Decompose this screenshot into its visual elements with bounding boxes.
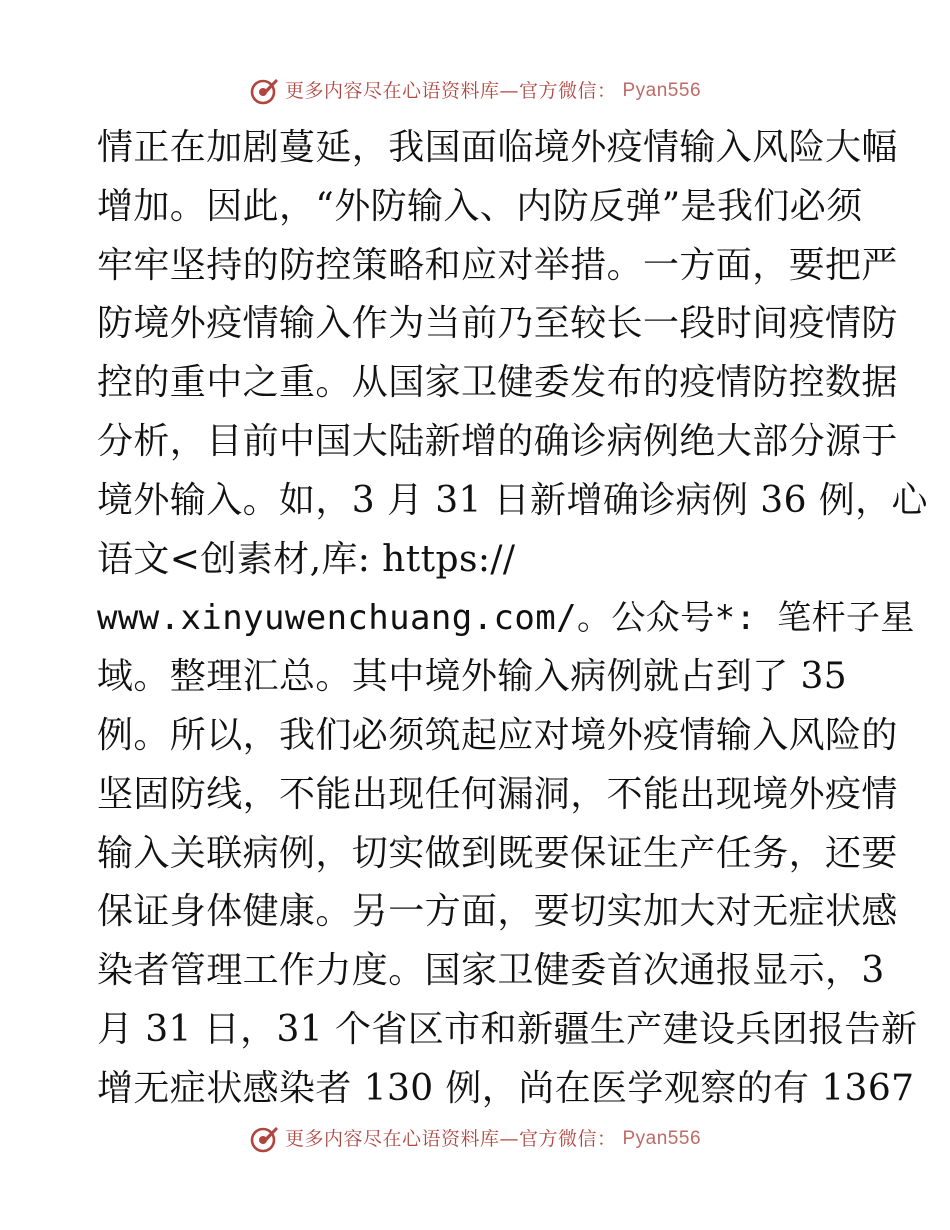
body-line: 例。所以，我们必须筑起应对境外疫情输入风险的 (97, 714, 898, 756)
body-line: 月 31 日，31 个省区市和新疆生产建设兵团报告新 (97, 1008, 918, 1050)
body-line: 增加。因此，“外防输入、内防反弹”是我们必须 (97, 185, 863, 227)
body-line: 分析，目前中国大陆新增的确诊病例绝大部分源于 (97, 420, 898, 462)
body-line-url: www.xinyuwenchuang.com/。公众号*: 笔杆子星 (97, 598, 915, 639)
body-line: 牢牢坚持的防控策略和应对举措。一方面，要把严 (97, 244, 898, 286)
watermark-text: 更多内容尽在心语资料库—官方微信： (284, 1128, 617, 1150)
body-line: 语文<创素材,库: https:// (97, 538, 516, 580)
body-line: 境外输入。如，3 月 31 日新增确诊病例 36 例，心 (97, 479, 928, 521)
body-line: 染者管理工作力度。国家卫健委首次通报显示，3 (97, 950, 885, 992)
body-line: 坚固防线，不能出现任何漏洞，不能出现境外疫情 (97, 773, 898, 815)
body-line: 输入关联病例，切实做到既要保证生产任务，还要 (97, 832, 898, 874)
watermark-text: 更多内容尽在心语资料库—官方微信： (284, 80, 617, 102)
body-line: 情正在加剧蔓延，我国面临境外疫情输入风险大幅 (97, 127, 898, 168)
watermark-account: Pyan556 (622, 80, 702, 101)
watermark-account: Pyan556 (622, 1128, 702, 1149)
body-line: 域。整理汇总。其中境外输入病例就占到了 35 (97, 656, 848, 698)
body-line: 控的重中之重。从国家卫健委发布的疫情防控数据 (97, 362, 898, 404)
document-body (97, 119, 928, 1119)
body-line: 保证身体健康。另一方面，要切实加大对无症状感 (97, 891, 898, 933)
body-line: 防境外疫情输入作为当前乃至较长一段时间疫情防 (97, 303, 898, 345)
header-watermark (0, 76, 950, 106)
body-line: 增无症状感染者 130 例，尚在医学观察的有 1367 (97, 1067, 915, 1109)
footer-watermark (0, 1124, 950, 1154)
quill-circle-logo-icon (249, 1124, 279, 1154)
quill-circle-logo-icon (249, 76, 279, 106)
